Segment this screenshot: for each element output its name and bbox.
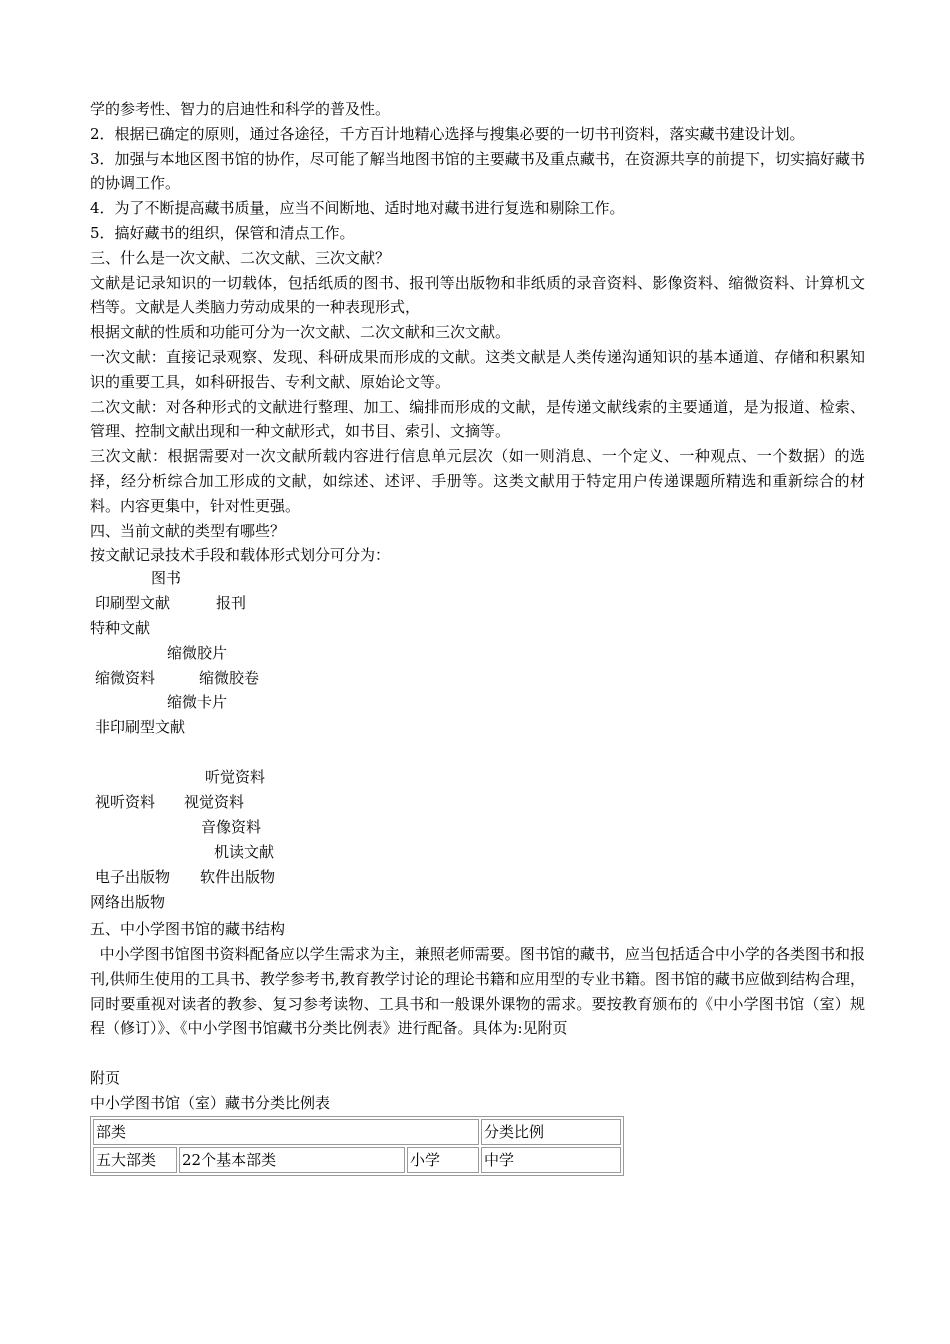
paragraph: 二次文献：对各种形式的文献进行整理、加工、编排而形成的文献，是传递文献线索的主要通道，是为报道、检索、管理、控制文献出现和一种文献形式，如书目、索引、文摘等。	[90, 397, 865, 441]
paragraph: 根据文献的性质和功能可分为一次文献、二次文献和三次文献。	[90, 323, 511, 342]
table-title: 中小学图书馆（室）藏书分类比例表	[90, 1093, 331, 1112]
tree-node-nonprint: 非印刷型文献	[95, 718, 186, 737]
tree-node-software: 软件出版物	[200, 868, 276, 887]
tree-node-visual: 视觉资料	[184, 793, 245, 812]
tree-node-network: 网络出版物	[90, 893, 166, 912]
blank-line	[90, 1041, 865, 1066]
tree-node-av: 视听资料	[95, 793, 156, 812]
table-cell: 五大部类	[93, 1147, 177, 1173]
tree-node-audio: 听觉资料	[205, 768, 266, 787]
tree-node-microreel: 缩微胶卷	[199, 669, 260, 688]
paragraph: 一次文献：直接记录观察、发现、科研成果而形成的文献。这类文献是人类传递沟通知识的基本通道、存储和积累知识的重要工具，如科研报告、专利文献、原始论文等。	[90, 347, 865, 391]
tree-node-machine: 机读文献	[214, 843, 275, 862]
paragraph: 文献是记录知识的一切载体，包括纸质的图书、报刊等出版物和非纸质的录音资料、影像资料、缩微资料、计算机文档等。文献是人类脑力劳动成果的一种表现形式，	[90, 273, 865, 317]
paragraph: 中小学图书馆图书资料配备应以学生需求为主，兼照老师需要。图书馆的藏书，应当包括适合中小学的各类图书和报刊,供师生使用的工具书、教学参考书,教育教学讨论的理论书籍和应用型的专业书籍。图书馆的藏书应做到结构合理，同时要重视对读者的教参、复习参考读物、工具书和一般课外课物的需求。要按教育颁布的《中小学图书馆（室）规程（修订）》、《中小学图书馆藏书分类比例表》进行配备。具体为:见附页	[90, 944, 865, 1038]
tree-node-microfilm: 缩微胶片	[167, 644, 228, 663]
table-cell: 小学	[407, 1147, 479, 1173]
paragraph: 学的参考性、智力的启迪性和科学的普及性。	[90, 100, 391, 118]
tree-node-printed: 印刷型文献	[95, 594, 171, 613]
tree-node-special: 特种文献	[90, 619, 151, 638]
tree-node-micro: 缩微资料	[95, 669, 156, 688]
paragraph: 2．根据已确定的原则，通过各途径，千方百计地精心选择与搜集必要的一切书刊资料，落实藏书建设计划。	[90, 124, 805, 143]
tree-node-audiovideo: 音像资料	[201, 818, 262, 837]
classification-table-wrap	[90, 1116, 865, 1176]
paragraph: 三次文献：根据需要对一次文献所载内容进行信息单元层次（如一则消息、一个定义、一种观点、一个数据）的选择，经分析综合加工形成的文献，如综述、述评、手册等。这类文献用于特定用户传递课题所精选和重新综合的材料。内容更集中，针对性更强。	[90, 447, 865, 515]
table-header-cell: 分类比例	[481, 1119, 621, 1145]
tree-node-newspapers: 报刊	[216, 594, 247, 613]
section-heading: 四、当前文献的类型有哪些？	[90, 521, 286, 540]
tree-node-books: 图书	[151, 569, 182, 588]
section-heading: 五、中小学图书馆的藏书结构	[90, 920, 286, 939]
table-cell: 中学	[481, 1147, 621, 1173]
document-page	[90, 97, 865, 1176]
tree-node-electronic: 电子出版物	[95, 868, 171, 887]
paragraph: 4．为了不断提高藏书质量，应当不间断地、适时地对藏书进行复选和剔除工作。	[90, 199, 625, 218]
section-heading: 三、什么是一次文献、二次文献、三次文献？	[90, 248, 391, 267]
paragraph: 3．加强与本地区图书馆的协作，尽可能了解当地图书馆的主要藏书及重点藏书，在资源共享的前提下，切实搞好藏书的协调工作。	[90, 149, 865, 193]
document-type-tree	[90, 568, 865, 917]
paragraph: 5．搞好藏书的组织，保管和清点工作。	[90, 223, 355, 242]
table-header-row	[93, 1119, 621, 1145]
table-row	[93, 1147, 621, 1173]
classification-table	[90, 1116, 624, 1176]
appendix-label: 附页	[90, 1068, 121, 1087]
table-header-cell: 部类	[93, 1119, 479, 1145]
tree-node-microcard: 缩微卡片	[167, 693, 228, 712]
table-cell: 22个基本部类	[179, 1147, 405, 1173]
paragraph: 按文献记录技术手段和载体形式划分可分为：	[90, 546, 391, 565]
